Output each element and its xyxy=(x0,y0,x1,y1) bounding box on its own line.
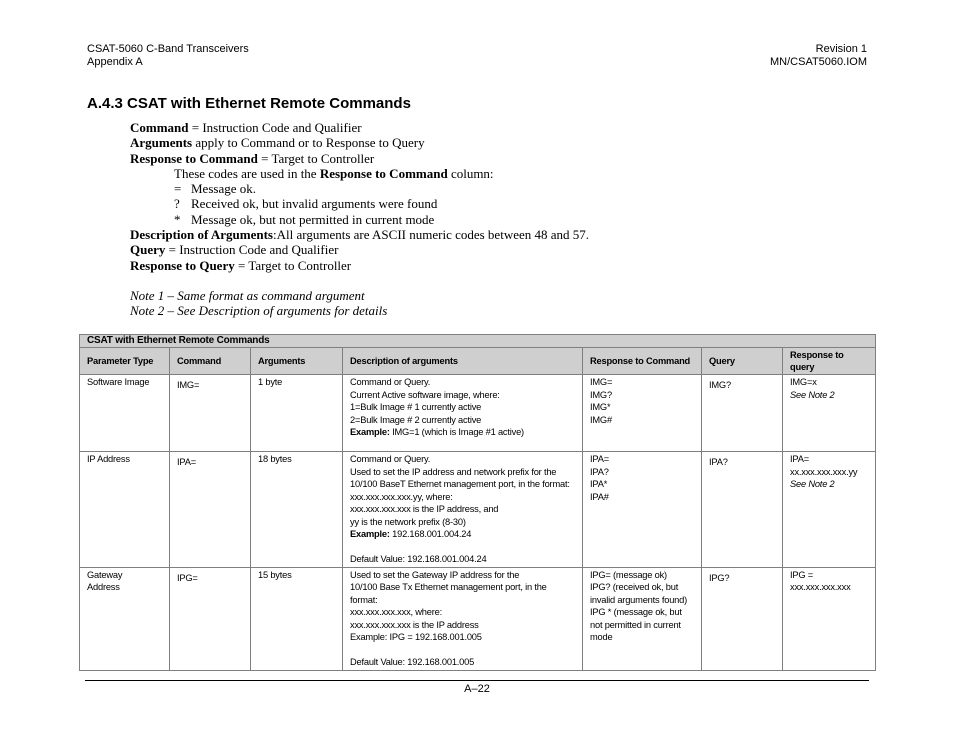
table-title-row xyxy=(80,335,876,348)
intro-block xyxy=(130,120,830,319)
response-to-command-cell: IMG= IMG? IMG* IMG# xyxy=(583,375,702,452)
arguments-cell: 1 byte xyxy=(251,375,343,452)
code-item: ? Received ok, but invalid arguments were found xyxy=(174,196,438,212)
response-definition: Response to Command = Target to Controller xyxy=(130,150,375,166)
column-header: Response to Command xyxy=(583,348,702,375)
description-cell: Used to set the Gateway IP address for the 10/100 Base Tx Ethernet management port, in the format: xxx.xxx.xxx.xxx, where: xxx.xxx.xxx.xxx is the IP address Example: IPG = 192.168.001.005 Default Value: 192.168.001.005 xyxy=(343,567,583,670)
revision-label: Revision 1 xyxy=(815,43,867,55)
commands-table xyxy=(79,334,876,671)
column-header: Response to query xyxy=(783,348,876,375)
doc-number: MN/CSAT5060.IOM xyxy=(770,55,867,68)
query-definition: Query = Instruction Code and Qualifier xyxy=(130,242,339,258)
table-row xyxy=(80,452,876,568)
param-type-cell: Gateway Address xyxy=(80,567,170,670)
column-header: Command xyxy=(170,348,251,375)
query-cell: IPG? xyxy=(702,567,783,670)
command-cell: IMG= xyxy=(170,375,251,452)
code-item: = Message ok. xyxy=(174,181,256,197)
page-header-right xyxy=(770,43,867,68)
description-cell: Command or Query. Used to set the IP address and network prefix for the 10/100 BaseT Ethernet management port, in the format: xxx.xxx.xxx.xxx.yy, where: xxx.xxx.xxx.xxx is the IP address, and yy is the network prefix (8-30) Example: 192.168.001.004.24 Default Value: 192.168.001.004.24 xyxy=(343,452,583,568)
description-cell: Command or Query. Current Active software image, where: 1=Bulk Image # 1 currently active 2=Bulk Image # 2 currently active Example: IMG=1 (which is Image #1 active) xyxy=(343,375,583,452)
note-1: Note 1 – Same format as command argument xyxy=(130,287,365,303)
table-title: CSAT with Ethernet Remote Commands xyxy=(80,335,876,348)
codes-intro: These codes are used in the Response to Command column: xyxy=(174,165,494,181)
note-2: Note 2 – See Description of arguments for details xyxy=(130,303,388,319)
footer-divider xyxy=(85,680,869,681)
column-header: Parameter Type xyxy=(80,348,170,375)
response-to-query-cell: IMG=x See Note 2 xyxy=(783,375,876,452)
param-type-cell: IP Address xyxy=(80,452,170,568)
column-header: Description of arguments xyxy=(343,348,583,375)
arguments-cell: 15 bytes xyxy=(251,567,343,670)
doc-title: CSAT-5060 C-Band Transceivers xyxy=(87,43,249,55)
response-to-query-cell: IPA= xx.xxx.xxx.xxx.yy See Note 2 xyxy=(783,452,876,568)
arguments-definition: Arguments apply to Command or to Response to Query xyxy=(130,135,425,151)
query-cell: IPA? xyxy=(702,452,783,568)
command-cell: IPA= xyxy=(170,452,251,568)
query-cell: IMG? xyxy=(702,375,783,452)
page-header-left xyxy=(87,43,249,68)
response-to-command-cell: IPA= IPA? IPA* IPA# xyxy=(583,452,702,568)
response-to-query-definition: Response to Query = Target to Controller xyxy=(130,257,352,273)
appendix-label: Appendix A xyxy=(87,55,143,68)
column-header: Query xyxy=(702,348,783,375)
command-definition: Command = Instruction Code and Qualifier xyxy=(130,120,362,135)
param-type-cell: Software Image xyxy=(80,375,170,452)
arguments-cell: 18 bytes xyxy=(251,452,343,568)
column-header: Arguments xyxy=(251,348,343,375)
section-title: A.4.3 CSAT with Ethernet Remote Commands xyxy=(87,95,411,112)
table-row xyxy=(80,375,876,452)
response-to-query-cell: IPG = xxx.xxx.xxx.xxx xyxy=(783,567,876,670)
command-cell: IPG= xyxy=(170,567,251,670)
description-definition: Description of Arguments:All arguments are ASCII numeric codes between 48 and 57. xyxy=(130,227,590,243)
response-to-command-cell: IPG= (message ok) IPG? (received ok, but invalid arguments found) IPG * (message ok, but not permitted in current mode xyxy=(583,567,702,670)
page-number: A–22 xyxy=(464,683,490,695)
table-header-row xyxy=(80,348,876,375)
table-row xyxy=(80,567,876,670)
code-item: * Message ok, but not permitted in current mode xyxy=(174,211,435,227)
